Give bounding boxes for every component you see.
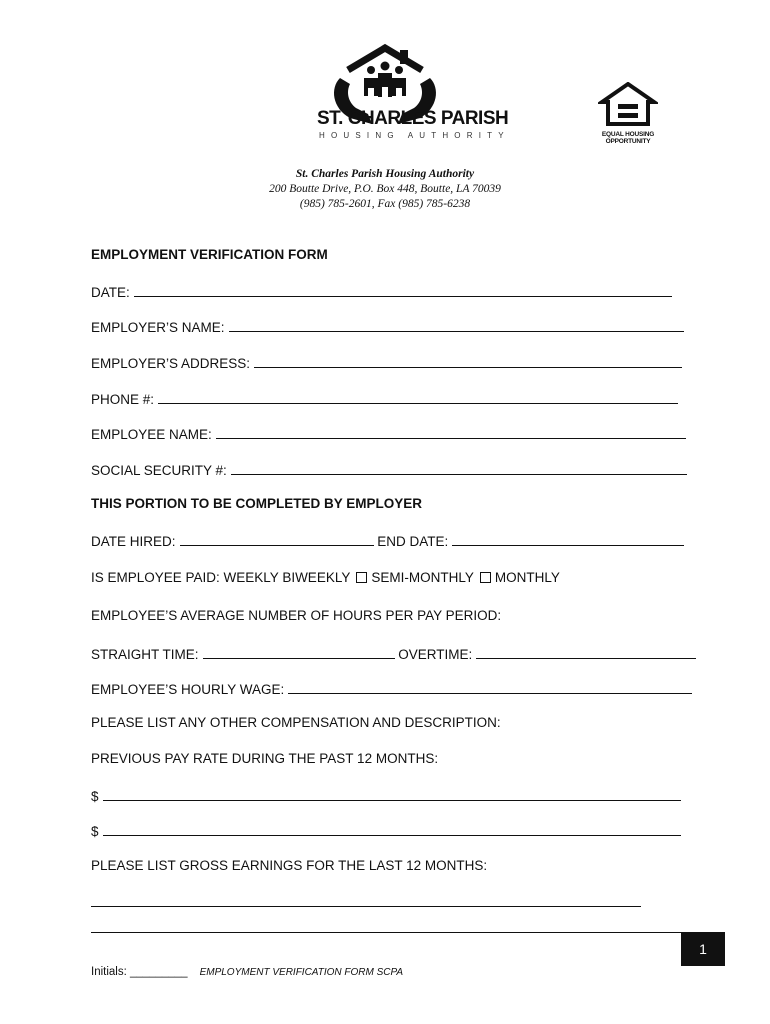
date-field[interactable] [134, 283, 672, 297]
footer-divider [91, 932, 681, 933]
end-date-label: END DATE: [377, 534, 449, 549]
ssn-row [91, 461, 687, 478]
dollar-sign: $ [91, 789, 99, 804]
hours-row [91, 645, 696, 662]
previous-rate-row-2 [91, 822, 681, 839]
hourly-wage-field[interactable] [288, 680, 692, 694]
employer-address-row [91, 354, 682, 371]
footer [91, 966, 403, 978]
logo-subtitle: HOUSING AUTHORITY [319, 131, 510, 140]
hourly-wage-label: EMPLOYEE’S HOURLY WAGE: [91, 682, 285, 697]
equal-housing-caption: EQUAL HOUSING OPPORTUNITY [601, 131, 655, 145]
phone-field[interactable] [158, 390, 678, 404]
overtime-field[interactable] [476, 645, 696, 659]
page-number: 1 [681, 932, 725, 966]
straight-time-field[interactable] [203, 645, 395, 659]
agency-name: St. Charles Parish Housing Authority [295, 168, 475, 180]
pay-frequency-label: IS EMPLOYEE PAID: WEEKLY BIWEEKLY [91, 570, 351, 585]
initials-label: Initials: _________ [91, 966, 188, 978]
date-hired-row [91, 532, 684, 549]
gross-earnings-field[interactable] [91, 906, 641, 907]
employee-name-label: EMPLOYEE NAME: [91, 427, 212, 442]
straight-time-label: STRAIGHT TIME: [91, 647, 199, 662]
employer-name-row [91, 318, 684, 335]
gross-earnings-label: PLEASE LIST GROSS EARNINGS FOR THE LAST 12 MONTHS: [91, 858, 488, 873]
employer-section-heading: THIS PORTION TO BE COMPLETED BY EMPLOYER [91, 496, 423, 511]
ssn-label: SOCIAL SECURITY #: [91, 463, 227, 478]
previous-rate-field-1[interactable] [103, 787, 681, 801]
agency-address: 200 Boutte Drive, P.O. Box 448, Boutte, LA 70039 [269, 183, 501, 195]
employer-address-label: EMPLOYER’S ADDRESS: [91, 356, 251, 371]
date-label: DATE: [91, 285, 130, 300]
date-hired-label: DATE HIRED: [91, 534, 176, 549]
logo-name: ST. CHARLES PARISH [317, 108, 509, 129]
employer-address-field[interactable] [254, 354, 682, 368]
phone-label: PHONE #: [91, 392, 155, 407]
previous-pay-rate-label: PREVIOUS PAY RATE DURING THE PAST 12 MONTHS: [91, 751, 439, 766]
housing-authority-logo [300, 40, 470, 160]
ssn-field[interactable] [231, 461, 687, 475]
previous-rate-field-2[interactable] [103, 822, 681, 836]
previous-rate-row-1 [91, 787, 681, 804]
overtime-label: OVERTIME: [398, 647, 473, 662]
pay-frequency-row [91, 570, 560, 585]
employee-name-row [91, 425, 686, 442]
semi-monthly-checkbox[interactable] [356, 572, 367, 583]
agency-info [0, 167, 770, 212]
date-hired-field[interactable] [180, 532, 374, 546]
equal-housing-logo [596, 82, 660, 148]
employer-name-label: EMPLOYER’S NAME: [91, 320, 225, 335]
monthly-label: MONTHLY [494, 570, 560, 585]
semi-monthly-label: SEMI-MONTHLY [371, 570, 474, 585]
employer-name-field[interactable] [229, 318, 684, 332]
avg-hours-label: EMPLOYEE’S AVERAGE NUMBER OF HOURS PER PAY PERIOD: [91, 608, 502, 623]
agency-phone: (985) 785-2601, Fax (985) 785-6238 [299, 198, 471, 210]
footer-form-name: EMPLOYMENT VERIFICATION FORM SCPA [199, 967, 404, 978]
end-date-field[interactable] [452, 532, 684, 546]
hourly-wage-row [91, 680, 692, 697]
other-compensation-label: PLEASE LIST ANY OTHER COMPENSATION AND DESCRIPTION: [91, 715, 501, 730]
form-title: EMPLOYMENT VERIFICATION FORM [91, 247, 328, 262]
dollar-sign: $ [91, 824, 99, 839]
equal-housing-icon [598, 82, 658, 126]
monthly-checkbox[interactable] [480, 572, 491, 583]
employee-name-field[interactable] [216, 425, 686, 439]
date-row [91, 283, 672, 300]
phone-row [91, 390, 678, 407]
